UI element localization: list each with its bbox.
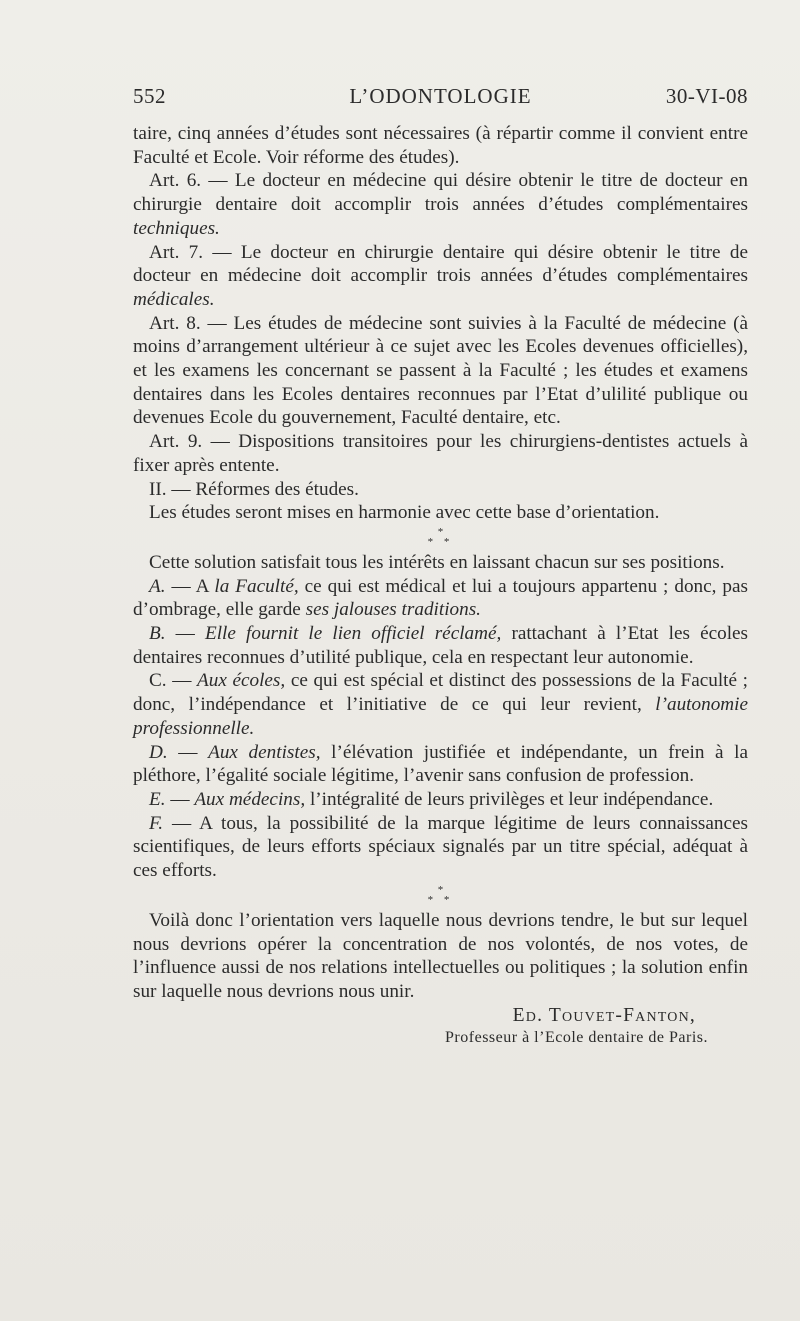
e-emphasis: Aux médecins, [194, 788, 306, 810]
page-number: 552 [133, 84, 166, 108]
paragraph-section-ii: II. — Réformes des études. [149, 478, 359, 500]
a-emphasis-faculte: la Faculté, [214, 575, 299, 597]
asterism-separator [133, 527, 748, 547]
a-text: ce qui est médical et lui a toujours appartenu ; donc, pas d’ombrage, elle garde [133, 575, 748, 621]
signature-name: Ed. Touvet-Fanton, [512, 1004, 696, 1026]
art-7-text: Art. 7. — Le docteur en chirurgie dentaire qui désire obtenir le titre de docteur en médecine doit accomplir trois années d’études complémentaires [133, 241, 748, 287]
paragraph-a [133, 575, 748, 622]
asterism-top: * [437, 525, 444, 538]
f-text: — A tous, la possibilité de la marque légitime de leurs connaissances scientifiques, de leurs efforts spéciaux signalés par un titre spécial, adéquat à ces efforts. [133, 812, 748, 882]
art-6-emphasis: techniques. [133, 217, 220, 239]
issue-date: 30-VI-08 [665, 84, 748, 108]
paragraph-conclusion: Voilà donc l’orientation vers laquelle nous devrions tendre, le but sur lequel nous devrions opérer la concentration de nos volontés, de nos votes, de l’influence aussi de nos relations intellectuelles ou politiques ; la solution enfin sur laquelle nous devrions nous unir. [133, 909, 748, 1002]
d-emphasis: Aux dentistes, [208, 741, 321, 763]
b-text: rattachant à l’Etat les écoles dentaires reconnues d’utilité publique, cela en respectant leur autonomie. [133, 623, 749, 668]
letter-a: A. [149, 575, 166, 597]
paragraph-art-6 [133, 169, 748, 240]
asterism-bottom: * * [427, 535, 454, 548]
paragraph-art-8: Art. 8. — Les études de médecine sont suivies à la Faculté de médecine (à moins d’arrangement ultérieur à ce sujet avec les Ecoles devenues officielles), et les examens les concernant se passent à la Faculté ; les études et examens dentaires dans les Ecoles dentaires reconnues par l’Etat d’ulilité publique ou devenues Ecole du gouvernement, Faculté dentaire, etc. [133, 312, 748, 429]
art-7-emphasis: médicales. [133, 288, 215, 310]
b-emphasis: Elle fournit le lien officiel réclamé, [205, 623, 502, 645]
c-prefix: C. — [149, 670, 198, 692]
paragraph-f [133, 812, 748, 883]
e-dash: — [165, 788, 195, 810]
letter-d: D. [149, 741, 168, 763]
art-6-text: Art. 6. — Le docteur en médecine qui désire obtenir le titre de docteur en chirurgie dentaire doit accomplir trois années d’études complémentaires [133, 170, 748, 216]
asterism-separator-2 [133, 885, 748, 905]
c-emphasis-autonomie: l’autonomie professionnelle. [133, 694, 748, 739]
paragraph-harmonie: Les études seront mises en harmonie avec cette base d’orientation. [149, 502, 660, 524]
letter-f: F. [149, 812, 164, 834]
paragraph-continuation: taire, cinq années d’études sont nécessaires (à répartir comme il convient entre Faculté et Ecole. Voir réforme des études). [133, 123, 748, 168]
paragraph-art-7 [133, 241, 748, 312]
d-text: l’élévation justifiée et indépendante, un frein à la pléthore, l’égalité sociale légitime, l’avenir sans confusion de profession. [133, 741, 749, 787]
a-dash: — A [165, 575, 215, 597]
a-emphasis-traditions: ses jalouses traditions. [305, 599, 481, 621]
paragraph-b [133, 622, 748, 669]
letter-b: B. [149, 623, 166, 645]
paragraph-e [133, 788, 748, 812]
paragraph-c [133, 669, 748, 740]
c-text: ce qui est spécial et distinct des possessions de la Faculté ; donc, l’indépendance et l’initiative de ce qui leur revient, [133, 670, 748, 716]
paragraph-d [133, 741, 748, 788]
asterism-top-2: * [437, 883, 444, 896]
journal-title: L’ODONTOLOGIE [349, 84, 532, 108]
b-dash: — [165, 623, 205, 645]
paragraph-solution: Cette solution satisfait tous les intérêts en laissant chacun sur ses positions. [149, 551, 725, 573]
paragraph-art-9: Art. 9. — Dispositions transitoires pour les chirurgiens-dentistes actuels à fixer après entente. [133, 431, 748, 476]
article-body [133, 122, 748, 1049]
c-emphasis-ecoles: Aux écoles, [197, 670, 286, 692]
signature-role: Professeur à l’Ecole dentaire de Paris. [445, 1029, 708, 1047]
asterism-bottom-2: * * [427, 893, 454, 906]
d-dash: — [167, 741, 209, 763]
letter-e: E. [149, 788, 166, 810]
e-text: l’intégralité de leurs privilèges et leur indépendance. [305, 788, 714, 810]
